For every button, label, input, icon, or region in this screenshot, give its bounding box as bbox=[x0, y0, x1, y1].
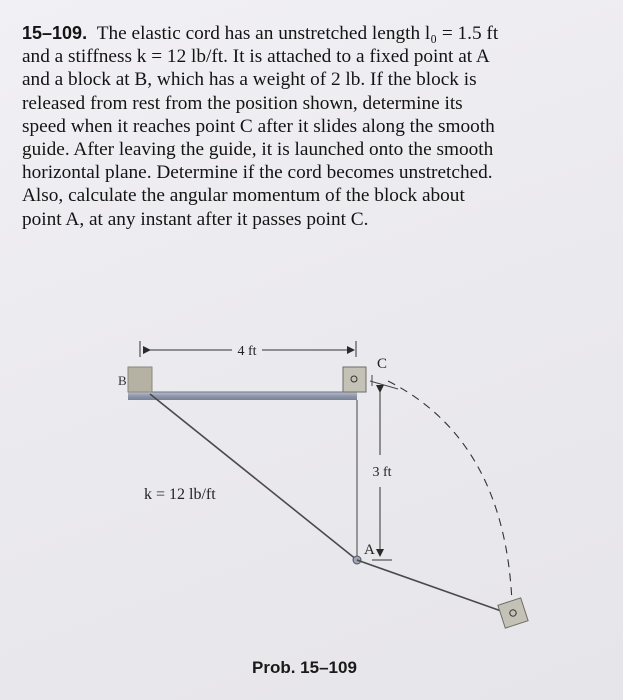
trajectory-path bbox=[388, 381, 512, 603]
block-final bbox=[498, 598, 528, 628]
dim-vertical-label: 3 ft bbox=[372, 465, 392, 480]
problem-line-5: speed when it reaches point C after it slides along the smooth bbox=[22, 115, 495, 137]
block-b bbox=[128, 367, 152, 392]
figure-caption: Prob. 15–109 bbox=[252, 658, 357, 677]
problem-line-8: Also, calculate the angular momentum of the block about bbox=[22, 185, 465, 207]
stiffness-label: k = 12 lb/ft bbox=[144, 486, 216, 503]
label-c: C bbox=[377, 356, 388, 372]
block-c bbox=[343, 367, 366, 392]
problem-line-3: and a block at B, which has a weight of 2 lb. If the block is bbox=[22, 69, 477, 91]
problem-line-4: released from rest from the position shown, determine its bbox=[22, 92, 463, 114]
problem-line-9: point A, at any instant after it passes point C. bbox=[22, 208, 369, 230]
problem-line-7: horizontal plane. Determine if the cord becomes unstretched. bbox=[22, 162, 493, 184]
dimension-3ft bbox=[372, 392, 392, 560]
elastic-cord bbox=[150, 394, 357, 560]
dim-horizontal-label: 4 ft bbox=[237, 344, 257, 359]
problem-number: 15–109. bbox=[22, 23, 88, 43]
dimension-4ft bbox=[140, 341, 356, 359]
problem-line-1: 15–109. The elastic cord has an unstretched length l₀ = 1.5 ft bbox=[22, 23, 499, 44]
cord-final bbox=[357, 560, 504, 612]
guide-rail bbox=[128, 392, 357, 400]
label-b: B bbox=[118, 373, 127, 388]
problem-line-6: guide. After leaving the guide, it is launched onto the smooth bbox=[22, 139, 494, 161]
label-a: A bbox=[364, 542, 375, 558]
problem-line-2: and a stiffness k = 12 lb/ft. It is attached to a fixed point at A bbox=[22, 46, 490, 68]
